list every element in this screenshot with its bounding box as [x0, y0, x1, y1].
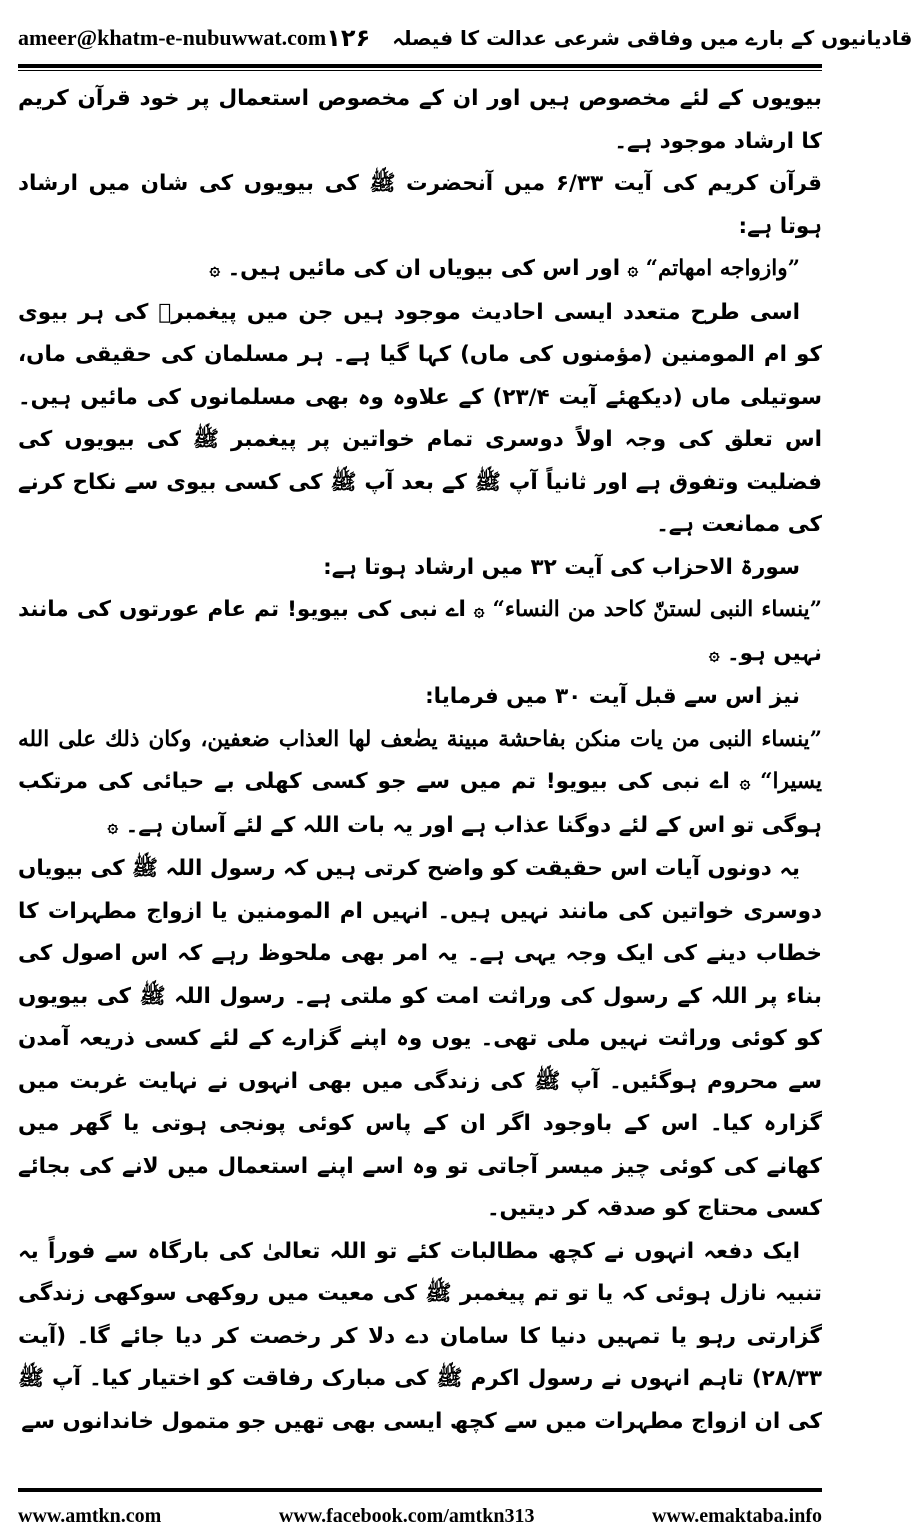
paragraph-7: ایک دفعہ انہوں نے کچھ مطالبات کئے تو اللہ تعالیٰ کی بارگاہ سے فوراً یہ تنبیہ نازل ہوئی کہ یا تو تم پیغمبر ﷺ کی معیت میں روکھی سوکھی زندگی گزارتی رہو یا تمہیں دنیا کا سامان دے دلا کر رخصت کر دیا جائے گا۔ (آیت ۲۸/۳۳) تاہم انہوں نے رسول اکرم ﷺ کی مبارک رفاقت کو اختیار کیا۔ آپ ﷺ کی ان ازواج مطہرات میں سے کچھ ایسی بھی تھیں جو متمول خاندانوں سے [18, 1238, 822, 1434]
footer-rule [18, 1488, 822, 1492]
paragraph-1: بیویوں کے لئے مخصوص ہیں اور ان کے مخصوص استعمال پر خود قرآن کریم کا ارشاد موجود ہے۔ [18, 86, 822, 154]
page-body [18, 78, 822, 1466]
book-title: قادیانیوں کے بارے میں وفاقی شرعی عدالت کا فیصلہ [392, 26, 912, 50]
quote-3-translation: اے نبی کی بیویو! تم میں سے جو کسی کھلی بے حیائی کی مرتکب ہوگی تو اس کے لئے دوگنا عذاب ہے اور یہ بات اللہ کے لئے آسان ہے۔ [18, 769, 822, 838]
paragraph-3: اسی طرح متعدد ایسی احادیث موجود ہیں جن میں پیغمبرؐ کی ہر بیوی کو ام المومنین (مؤمنوں کی ماں) کہا گیا ہے۔ ہر مسلمان کی حقیقی ماں، سوتیلی ماں (دیکھئے آیت ۲۳/۴) کے علاوہ وہ بھی مسلمانوں کی مائیں ہیں۔ اس تعلق کی وجہ اولاً دوسری تمام خواتین پر پیغمبر ﷺ کی بیویوں کی فضلیت وتفوق ہے اور ثانیاً آپ ﷺ کے بعد آپ ﷺ کی کسی بیوی سے نکاح کرنے کی ممانعت ہے۔ [18, 299, 822, 537]
page-number: ۱۲۶ [326, 24, 371, 52]
quote-1-translation: اور اس کی بیویاں ان کی مائیں ہیں۔ [227, 256, 621, 281]
quote-3 [18, 719, 822, 849]
footer-link-amtkn[interactable]: www.amtkn.com [18, 1504, 162, 1527]
ornament-icon: ۞ [107, 815, 119, 837]
quote-1 [18, 248, 822, 292]
quote-3-arabic: ”ینساء النبی من یات منکن بفاحشة مبینة یضٰعف لها العذاب ضعفین، وکان ذلك علی الله یسیرا“ [18, 726, 822, 794]
paragraph-6: یہ دونوں آیات اس حقیقت کو واضح کرتی ہیں کہ رسول اللہ ﷺ کی بیویاں دوسری خواتین کی مانند نہیں ہیں۔ انہیں ام المومنین یا ازواج مطہرات کا خطاب دینے کی ایک وجہ یہی ہے۔ یہ امر بھی ملحوظ رہے کہ اس اصول کی بناء پر اللہ کے رسول کی وراثت امت کو ملتی ہے۔ رسول اللہ ﷺ کی بیویوں کو کوئی وراثت نہیں ملی تھی۔ یوں وہ اپنے گزارے کے لئے کسی ذریعہ آمدن سے محروم ہوگئیں۔ آپ ﷺ کی زندگی میں بھی انہوں نے نہایت غربت میں گزارہ کیا۔ اس کے باوجود اگر ان کے پاس کوئی پونجی ہوتی یا گھر میں کھانے کی کوئی چیز میسر آجاتی تو وہ اسے اپنے استعمال میں لانے کی بجائے کسی محتاج کو صدقہ کر دیتیں۔ [18, 856, 822, 1221]
header-email: ameer@khatm-e-nubuwwat.com [18, 25, 327, 50]
header-title-group [326, 24, 912, 52]
header-rule-thick [18, 64, 822, 68]
quote-2 [18, 589, 822, 676]
ornament-icon: ۞ [473, 600, 485, 621]
footer-link-facebook[interactable]: www.facebook.com/amtkn313 [278, 1504, 535, 1527]
ornament-icon: ۞ [627, 259, 639, 280]
paragraph-4: سورۃ الاحزاب کی آیت ۳۲ میں ارشاد ہوتا ہے: [323, 554, 800, 580]
ornament-icon: ۞ [708, 643, 720, 665]
ornament-icon: ۞ [209, 259, 221, 280]
page-footer [18, 1500, 822, 1532]
paragraph-2: قرآن کریم کی آیت ۶/۳۳ میں آنحضرت ﷺ کی بیویوں کی شان میں ارشاد ہوتا ہے: [18, 171, 822, 239]
footer-link-emaktaba[interactable]: www.emaktaba.info [651, 1504, 822, 1527]
page-header [18, 14, 912, 62]
paragraph-5: نیز اس سے قبل آیت ۳۰ میں فرمایا: [425, 684, 800, 709]
ornament-icon: ۞ [739, 772, 751, 793]
quote-2-translation: اے نبی کی بیویو! تم عام عورتوں کی مانند نہیں ہو۔ [18, 597, 822, 666]
quote-2-arabic: ”ینساء النبی لستنّ کاحد من النساء“ [492, 597, 822, 622]
header-rule-thin [18, 70, 822, 71]
quote-1-arabic: ”وازواجه امهاتم“ [645, 256, 800, 281]
